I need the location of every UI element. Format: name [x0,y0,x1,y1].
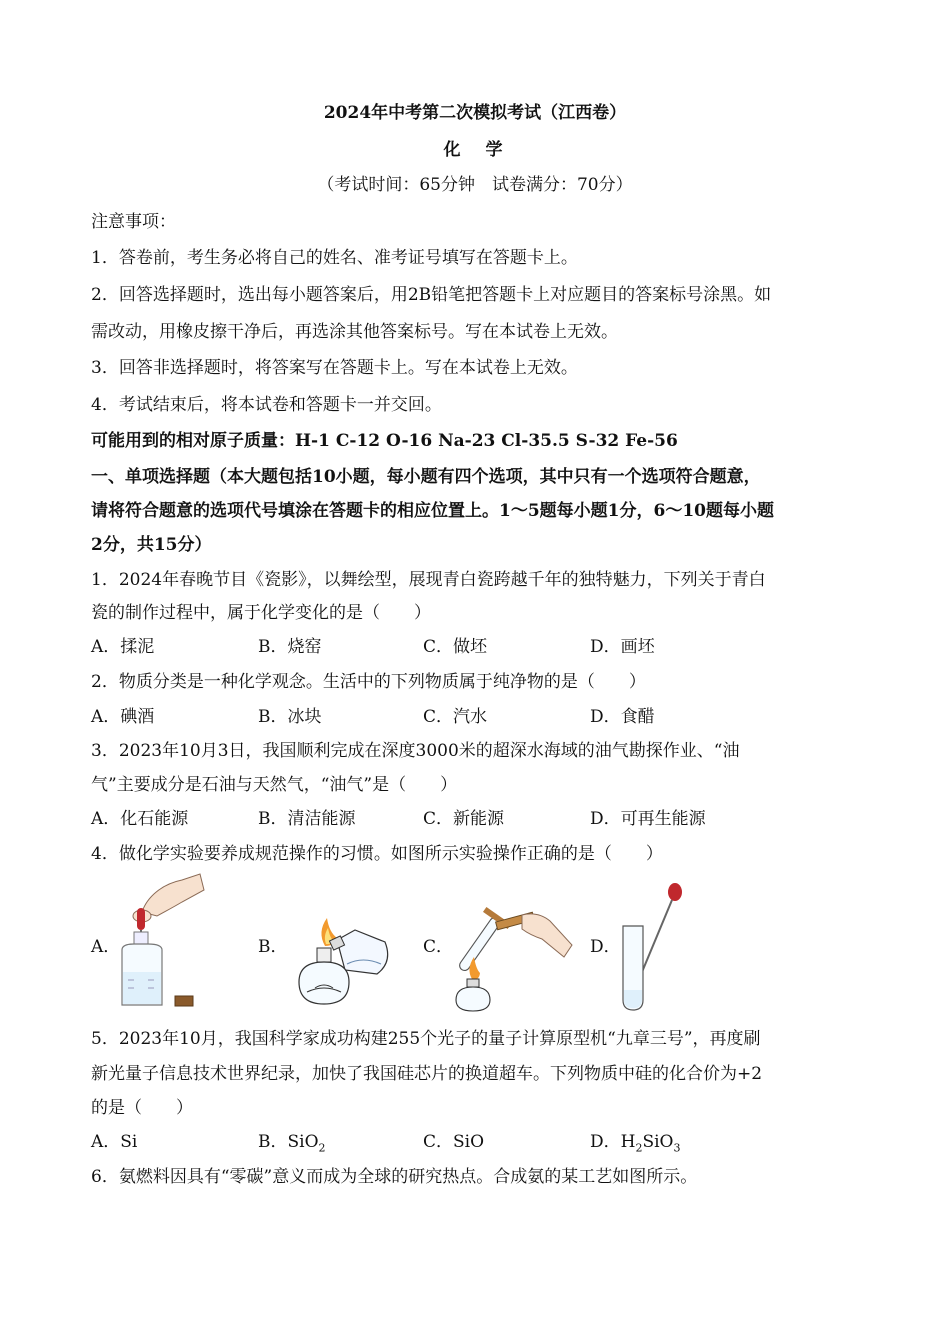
q4-option-d: D． [590,937,621,957]
note-item: 4．考试结束后，将本试卷和答题卡一并交回。 [91,395,442,415]
q5-option-a: A．Si [91,1132,138,1152]
question-1-text: 瓷的制作过程中，属于化学变化的是（ ） [91,603,431,623]
dropper-into-test-tube-figure [617,880,692,1015]
notes-heading: 注意事项： [91,212,176,232]
q2-option-b: B．冰块 [258,707,322,727]
heating-test-tube-figure [452,905,577,1013]
q1-option-b: B．烧窑 [258,637,322,657]
question-3-text: 3．2023年10月3日，我国顺利完成在深度3000米的超深水海域的油气勘探作业、“油 [91,741,740,761]
question-4-text: 4．做化学实验要养成规范操作的习惯。如图所示实验操作正确的是（ ） [91,844,663,864]
question-6-text: 6．氨燃料因具有“零碳”意义而成为全球的研究热点。合成氨的某工艺如图所示。 [91,1167,698,1187]
section-heading: 2分，共15分） [91,535,212,555]
q4-option-b: B． [258,937,288,957]
q3-option-a: A．化石能源 [91,809,189,829]
note-item: 3．回答非选择题时，将答案写在答题卡上。写在本试卷上无效。 [91,358,578,378]
note-item: 2．回答选择题时，选出每小题答案后，用2B铅笔把答题卡上对应题目的答案标号涂黑。如 [91,285,772,305]
dropper-in-bottle-figure [112,872,207,1012]
question-2-text: 2．物质分类是一种化学观念。生活中的下列物质属于纯净物的是（ ） [91,672,646,692]
q4-option-a: A． [91,937,121,957]
q1-option-a: A．揉泥 [91,637,155,657]
q2-option-c: C．汽水 [423,707,488,727]
question-5-text: 的是（ ） [91,1098,193,1118]
section-heading: 一、单项选择题（本大题包括10小题，每小题有四个选项，其中只有一个选项符合题意， [91,467,761,487]
subject-title: 化 学 [443,140,507,160]
question-5-text: 5．2023年10月，我国科学家成功构建255个光子的量子计算原型机“九章三号”，再度刷 [91,1029,761,1049]
question-1-text: 1．2024年春晚节目《瓷影》，以舞绘型，展现青白瓷跨越千年的独特魅力，下列关于青白 [91,570,766,590]
exam-title: 2024年中考第二次模拟考试（江西卷） [323,103,627,123]
q5-option-c: C．SiO [423,1132,485,1152]
note-item: 需改动，用橡皮擦干净后，再选涂其他答案标号。写在本试卷上无效。 [91,322,618,342]
q3-option-c: C．新能源 [423,809,505,829]
q2-option-d: D．食醋 [590,707,655,727]
atomic-masses: 可能用到的相对原子质量：H-1 C-12 O-16 Na-23 Cl-35.5 S-32 Fe-56 [91,431,678,451]
q2-option-a: A．碘酒 [91,707,155,727]
q4-option-c: C． [423,937,454,957]
exam-info: （考试时间：65分钟 试卷满分：70分） [317,175,633,195]
q3-option-b: B．清洁能源 [258,809,356,829]
note-item: 1．答卷前，考生务必将自己的姓名、准考证号填写在答题卡上。 [91,248,578,268]
lighting-alcohol-lamp-figure [285,912,395,1012]
q3-option-d: D．可再生能源 [590,809,706,829]
question-5-text: 新光量子信息技术世界纪录，加快了我国硅芯片的换道超车。下列物质中硅的化合价为+2 [91,1064,763,1084]
question-3-text: 气”主要成分是石油与天然气，“油气”是（ ） [91,775,458,795]
q5-option-d: D．$H_2SiO_3$ [590,1132,681,1155]
q1-option-c: C．做坯 [423,637,488,657]
q1-option-d: D．画坯 [590,637,655,657]
section-heading: 请将符合题意的选项代号填涂在答题卡的相应位置上。1～5题每小题1分，6～10题每小题 [91,501,774,521]
q5-option-b: B．SiO$_2$ [258,1132,326,1155]
